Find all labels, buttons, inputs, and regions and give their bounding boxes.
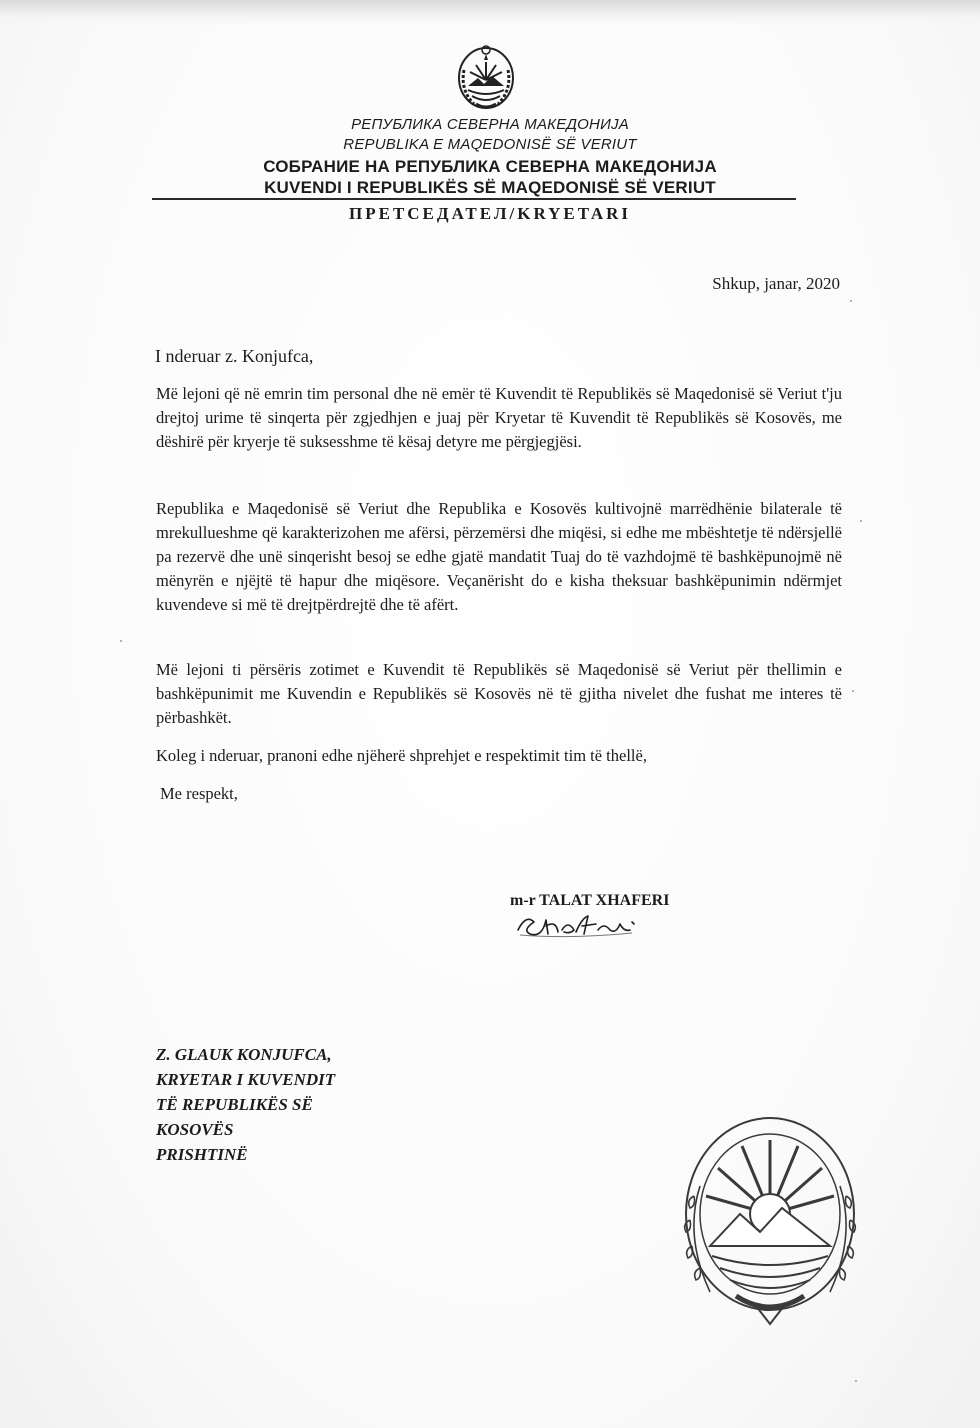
scan-speck bbox=[860, 520, 862, 522]
scan-speck bbox=[855, 1380, 857, 1382]
scan-speck bbox=[852, 690, 854, 692]
letter-salutation: I nderuar z. Konjufca, bbox=[155, 346, 314, 366]
letter-date: Shkup, janar, 2020 bbox=[712, 274, 840, 293]
scan-top-shade bbox=[0, 0, 980, 26]
recipient-line-2: KRYETAR I KUVENDIT bbox=[156, 1070, 336, 1089]
letter-paragraph-2: Republika e Maqedonisë së Veriut dhe Republika e Kosovës kultivojnë marrëdhënie bilaterale të mrekullueshme që karakterizohen me afërsi, përzemërsi dhe miqësi, si edhe me mbështetje të ndërsjellë pa rezervë dhe unë sinqerisht besoj se edhe gjatë mandatit Tuaj do të vazhdojmë të bashkëpunojmë në mënyrën e njëjtë të hapur dhe miqësore. Veçanërisht do e kisha theksuar bashkëpunimin ndërmjet kuvendeve si më të drejtpërdrejtë dhe të afërt. bbox=[156, 499, 842, 614]
recipient-line-5: PRISHTINË bbox=[156, 1145, 248, 1164]
letter-regards: Me respekt, bbox=[160, 784, 238, 803]
recipient-line-4: KOSOVËS bbox=[156, 1120, 234, 1139]
letter-paragraph-1: Më lejoni që në emrin tim personal dhe në emër të Kuvendit të Republikës së Maqedonisë së Veriut t'ju drejtoj urime të sinqerta për zgjedhjen e juaj për Kryetar të Kuvendit të Republikës së Kosovës, me dëshirë për kryerje të suksesshme të kësaj detyre me përgjegjësi. bbox=[156, 384, 842, 451]
coat-of-arms-icon bbox=[454, 40, 518, 112]
recipient-line-1: Z. GLAUK KONJUFCA, bbox=[156, 1045, 332, 1064]
letter-paragraph-3: Më lejoni ti përsëris zotimet e Kuvendit të Republikës së Maqedonisë së Veriut për thellimin e bashkëpunimit me Kuvendin e Republikës së Kosovës në të gjitha nivelet dhe fushat me interes të përbashkët. bbox=[156, 660, 842, 727]
header-office-title: ПРЕТСЕДАТЕЛ/KRYETARI bbox=[349, 204, 631, 223]
header-assembly-sq: KUVENDI I REPUBLIKËS SË MAQEDONISË SË VERIUT bbox=[264, 178, 716, 197]
letter-closing: Koleg i nderuar, pranoni edhe njëherë shprehjet e respektimit tim të thellë, bbox=[156, 746, 647, 765]
recipient-address bbox=[156, 1042, 335, 1167]
official-seal-icon bbox=[670, 1096, 870, 1334]
scan-speck bbox=[120, 640, 122, 642]
recipient-line-3: TË REPUBLIKËS SË bbox=[156, 1095, 313, 1114]
handwritten-signature bbox=[512, 908, 652, 940]
header-republic-mk: РЕПУБЛИКА СЕВЕРНА МАКЕДОНИЈА bbox=[351, 116, 629, 133]
header-republic-sq: REPUBLIKA E MAQEDONISË SË VERIUT bbox=[343, 136, 637, 153]
header-divider bbox=[152, 198, 796, 200]
signer-name: m-r TALAT XHAFERI bbox=[510, 892, 670, 909]
scan-speck bbox=[850, 300, 852, 302]
header-assembly-mk: СОБРАНИЕ НА РЕПУБЛИКА СЕВЕРНА МАКЕДОНИЈА bbox=[263, 157, 717, 176]
